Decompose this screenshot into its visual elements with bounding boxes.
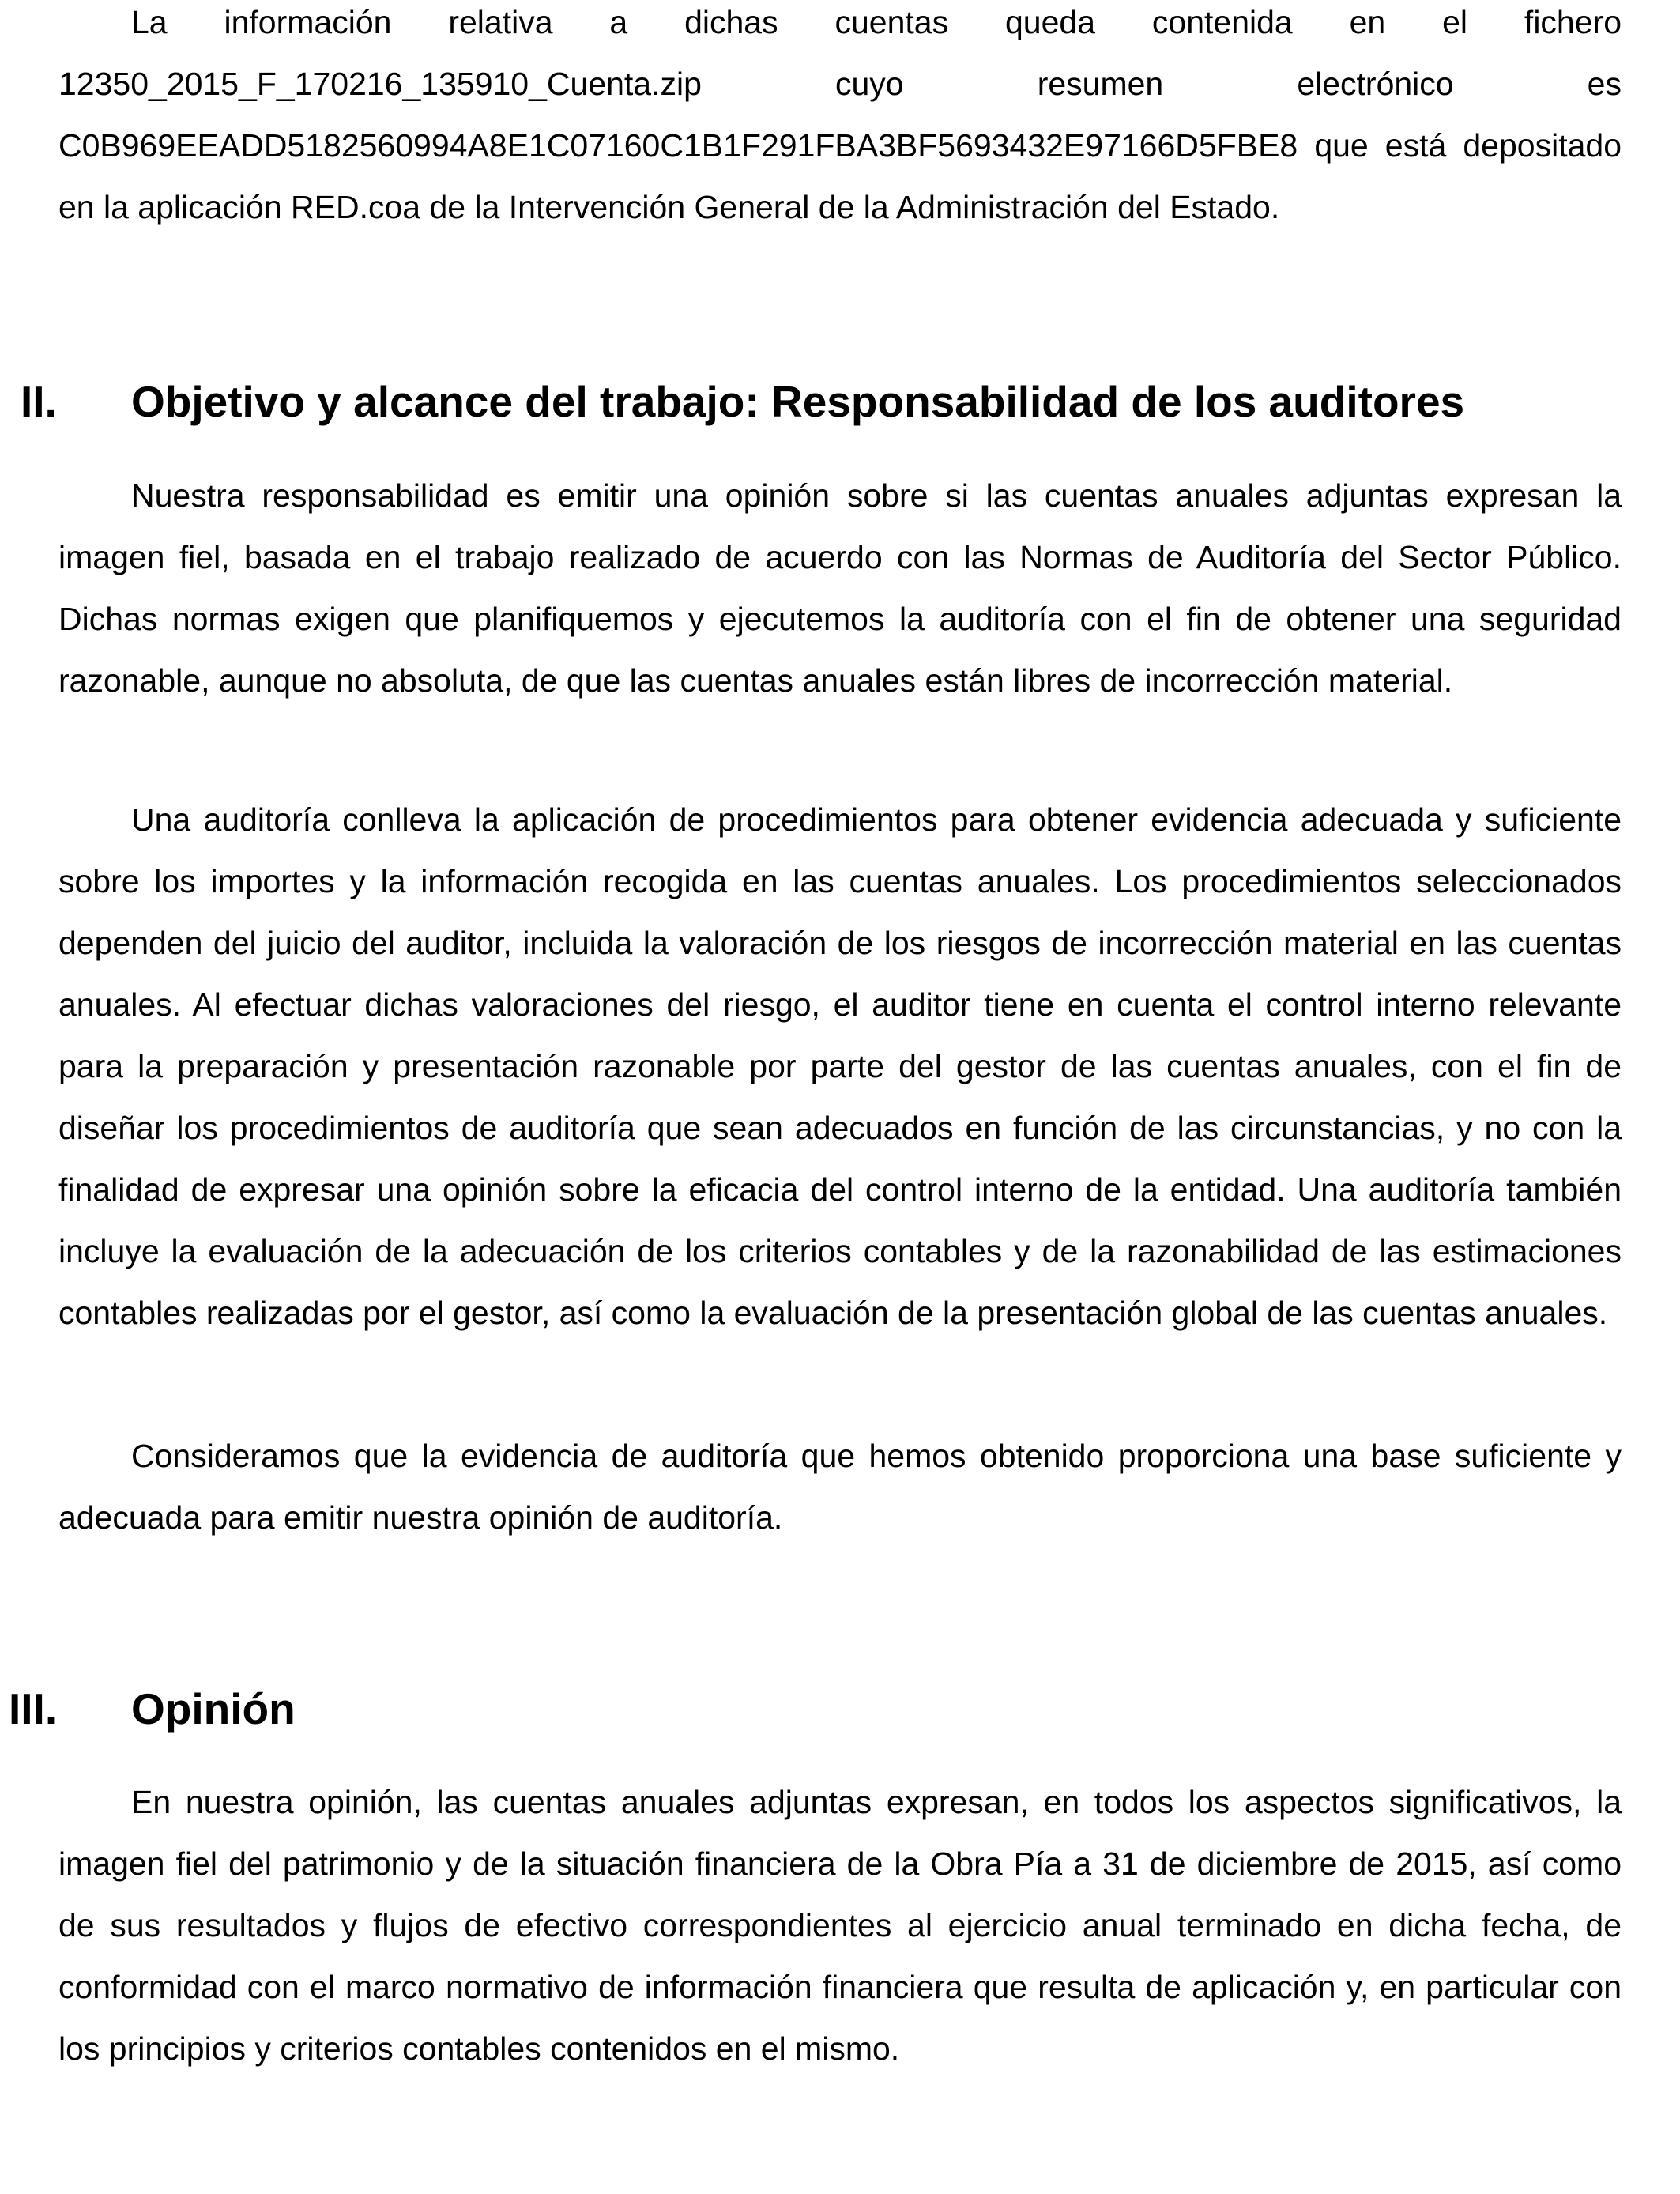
section-3-heading xyxy=(9,1681,296,1736)
section-3-paragraph-1: En nuestra opinión, las cuentas anuales adjuntas expresan, en todos los aspectos significativos, la imagen fiel del patrimonio y de la situación financiera de la Obra Pía a 31 de diciembre de 2015, así como de sus resultados y flujos de efectivo correspondientes al ejercicio anual terminado en dicha fecha, de conformidad con el marco normativo de información financiera que resulta de aplicación y, en particular con los principios y criterios contables contenidos en el mismo. xyxy=(58,1784,1622,2067)
section-2-paragraph-3: Consideramos que la evidencia de auditoría que hemos obtenido proporciona una base suficiente y adecuada para emitir nuestra opinión de auditoría. xyxy=(58,1438,1622,1536)
section-2-heading xyxy=(21,374,1464,429)
intro-paragraph: La información relativa a dichas cuentas queda contenida en el fichero 12350_2015_F_170216_135910_Cuenta.zip cuyo resumen electrónico es C0B969EEADD5182560994A8E1C07160C1B1F291FBA3BF5693432E97166D5FBE8 que está depositado en la aplicación RED.coa de la Intervención General de la Administración del Estado. xyxy=(58,4,1622,225)
section-2-title: Objetivo y alcance del trabajo: Responsabilidad de los auditores xyxy=(131,377,1465,426)
section-2-paragraph-2: Una auditoría conlleva la aplicación de procedimientos para obtener evidencia adecuada y suficiente sobre los importes y la información recogida en las cuentas anuales. Los procedimientos seleccionados dependen del juicio del auditor, incluida la valoración de los riesgos de incorrección material en las cuentas anuales. Al efectuar dichas valoraciones del riesgo, el auditor tiene en cuenta el control interno relevante para la preparación y presentación razonable por parte del gestor de las cuentas anuales, con el fin de diseñar los procedimientos de auditoría que sean adecuados en función de las circunstancias, y no con la finalidad de expresar una opinión sobre la eficacia del control interno de la entidad. Una auditoría también incluye la evaluación de la adecuación de los criterios contables y de la razonabilidad de las estimaciones contables realizadas por el gestor, así como la evaluación de la presentación global de las cuentas anuales. xyxy=(58,801,1622,1331)
section-2-number: II. xyxy=(21,377,57,426)
section-2-paragraph-1: Nuestra responsabilidad es emitir una opinión sobre si las cuentas anuales adjuntas expresan la imagen fiel, basada en el trabajo realizado de acuerdo con las Normas de Auditoría del Sector Público. Dichas normas exigen que planifiquemos y ejecutemos la auditoría con el fin de obtener una seguridad razonable, aunque no absoluta, de que las cuentas anuales están libres de incorrección material. xyxy=(58,477,1622,699)
section-3-title: Opinión xyxy=(131,1684,296,1733)
section-3-number: III. xyxy=(9,1684,58,1733)
